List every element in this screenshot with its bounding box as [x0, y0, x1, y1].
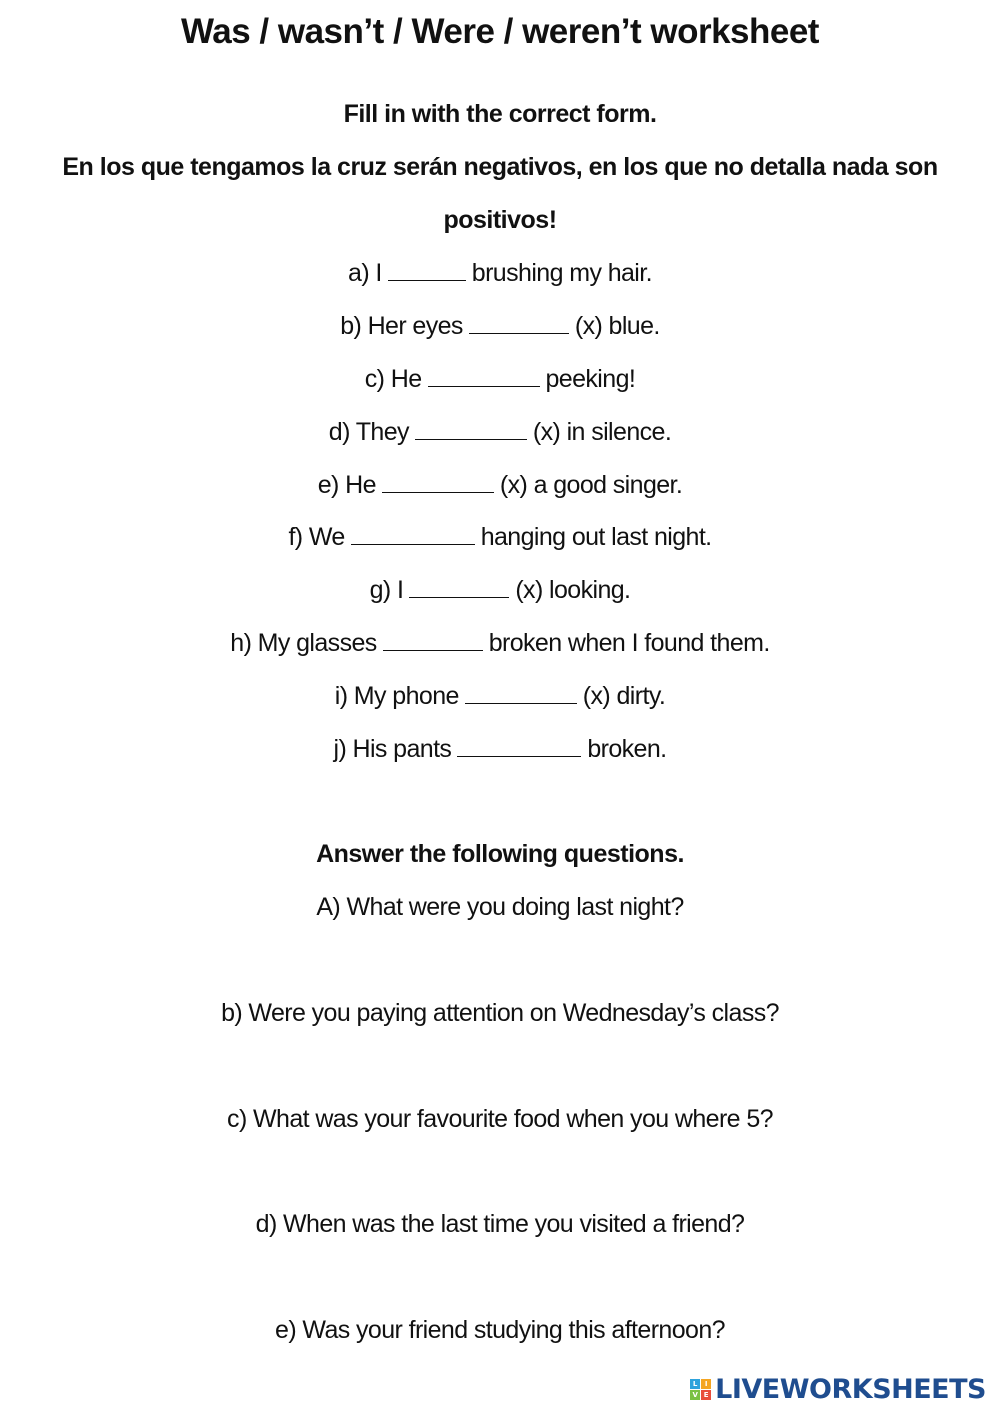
question-item: A) What were you doing last night? — [316, 893, 684, 921]
item-prefix: h) My glasses — [230, 629, 377, 657]
instruction-line-3: positivos! — [443, 206, 557, 234]
exercise-item — [0, 681, 1000, 711]
exercise-item — [0, 417, 1000, 447]
answer-blank[interactable] — [465, 681, 577, 704]
answer-blank[interactable] — [383, 628, 483, 651]
item-prefix: d) They — [328, 418, 409, 446]
item-suffix: brushing my hair. — [471, 259, 652, 287]
logo-mark-cell: I — [701, 1379, 711, 1389]
question-item: b) Were you paying attention on Wednesday’s class? — [221, 999, 779, 1027]
exercise-item — [0, 575, 1000, 605]
instruction-line-2: En los que tengamos la cruz serán negativos, en los que no detalla nada son — [62, 153, 938, 181]
item-prefix: a) I — [348, 259, 382, 287]
exercise-item — [0, 258, 1000, 288]
item-suffix: (x) looking. — [515, 576, 631, 604]
exercise-item — [0, 470, 1000, 500]
questions-heading: Answer the following questions. — [316, 840, 684, 868]
answer-blank[interactable] — [469, 311, 569, 334]
item-prefix: b) Her eyes — [340, 312, 463, 340]
logo-mark-cell: V — [690, 1390, 700, 1400]
liveworksheets-logo — [690, 1374, 986, 1404]
item-prefix: e) He — [317, 471, 376, 499]
answer-blank[interactable] — [428, 364, 540, 387]
item-prefix: c) He — [364, 365, 422, 393]
worksheet-title: Was / wasn’t / Were / weren’t worksheet — [181, 12, 819, 51]
item-suffix: broken. — [587, 735, 667, 763]
answer-blank[interactable] — [351, 522, 475, 545]
item-suffix: (x) blue. — [574, 312, 660, 340]
answer-blank[interactable] — [409, 575, 509, 598]
item-prefix: f) We — [288, 523, 345, 551]
answer-blank[interactable] — [388, 258, 466, 281]
question-item: d) When was the last time you visited a friend? — [255, 1210, 745, 1238]
logo-mark-cell: E — [701, 1390, 711, 1400]
item-suffix: (x) a good singer. — [499, 471, 683, 499]
exercise-item — [0, 628, 1000, 658]
item-suffix: hanging out last night. — [480, 523, 712, 551]
liveworksheets-logo-text: LIVEWORKSHEETS — [715, 1373, 986, 1405]
exercise-item — [0, 364, 1000, 394]
liveworksheets-logo-icon — [690, 1379, 711, 1400]
answer-blank[interactable] — [457, 734, 581, 757]
answer-blank[interactable] — [382, 470, 494, 493]
item-suffix: peeking! — [545, 365, 636, 393]
logo-mark-cell: L — [690, 1379, 700, 1389]
answer-blank[interactable] — [415, 417, 527, 440]
item-prefix: g) I — [369, 576, 404, 604]
exercise-item — [0, 311, 1000, 341]
item-prefix: j) His pants — [333, 735, 452, 763]
item-suffix: (x) in silence. — [532, 418, 672, 446]
exercise-item — [0, 522, 1000, 552]
exercise-item — [0, 734, 1000, 764]
item-suffix: (x) dirty. — [582, 682, 666, 710]
item-prefix: i) My phone — [334, 682, 459, 710]
question-item: e) Was your friend studying this afternoon? — [275, 1316, 725, 1344]
question-item: c) What was your favourite food when you where 5? — [227, 1105, 773, 1133]
item-suffix: broken when I found them. — [488, 629, 770, 657]
instruction-line-1: Fill in with the correct form. — [343, 100, 657, 128]
